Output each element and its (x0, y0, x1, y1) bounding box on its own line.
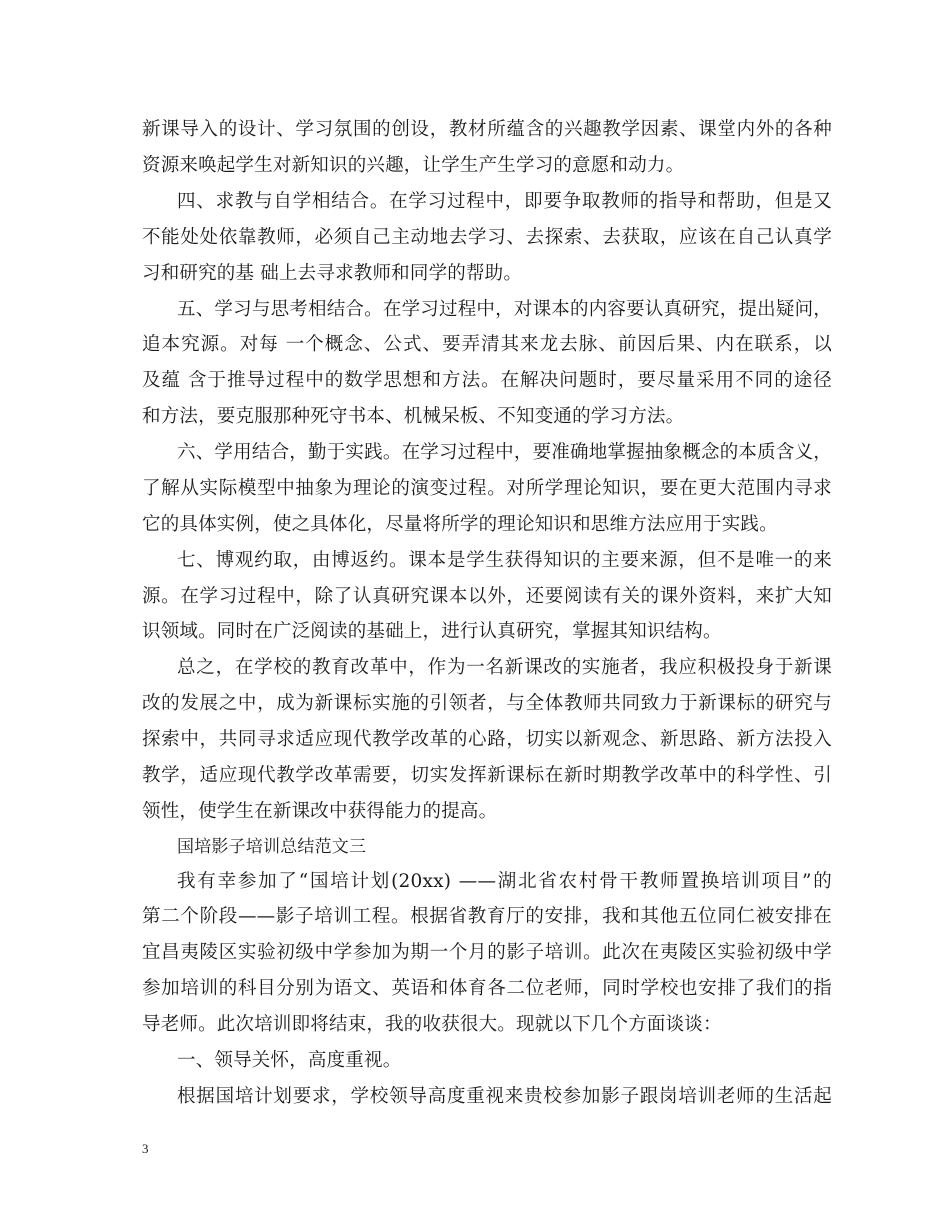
paragraph-line: 习和研究的基 础上去寻求教师和同学的帮助。 (142, 263, 523, 284)
paragraph-line: 它的具体实例，使之具体化，尽量将所学的理论知识和思维方法应用于实践。 (142, 514, 778, 535)
paragraph-line: 识领域。同时在广泛阅读的基础上，进行认真研究，掌握其知识结构。 (142, 621, 722, 642)
paragraph-line: 宜昌夷陵区实验初级中学参加为期一个月的影子培训。此次在夷陵区实验初级中学 (142, 942, 832, 963)
paragraph-line: 领性，使学生在新课改中获得能力的提高。 (142, 801, 498, 822)
paragraph-line: 追本究源。对每 一个概念、公式、要弄清其来龙去脉、前因后果、内在联系，以 (142, 334, 832, 355)
paragraph-line: 导老师。此次培训即将结束，我的收获很大。现就以下几个方面谈谈： (142, 1014, 722, 1035)
page-number: 3 (142, 1141, 149, 1156)
paragraph-line: 探索中，共同寻求适应现代教学改革的心路，切实以新观念、新思路、新方法投入 (142, 729, 832, 750)
paragraph-line: 我有幸参加了“国培计划(20xx) ——湖北省农村骨干教师置换培训项目”的 (177, 871, 832, 892)
paragraph-line: 和方法，要克服那种死守书本、机械呆板、不知变通的学习方法。 (142, 406, 685, 427)
paragraph-line: 资源来唤起学生对新知识的兴趣，让学生产生学习的意愿和动力。 (142, 155, 685, 176)
paragraph-line: 总之，在学校的教育改革中，作为一名新课改的实施者，我应积极投身于新课 (177, 657, 832, 678)
paragraph-line: 根据国培计划要求，学校领导高度重视来贵校参加影子跟岗培训老师的生活起 (177, 1086, 832, 1107)
paragraph-line: 教学，适应现代教学改革需要，切实发挥新课标在新时期教学改革中的科学性、引 (142, 765, 832, 786)
paragraph-line: 不能处处依靠教师，必须自己主动地去学习、去探索、去获取，应该在自己认真学 (142, 227, 832, 248)
paragraph-line: 七、博观约取，由博返约。课本是学生获得知识的主要来源，但不是唯一的来 (177, 550, 832, 571)
paragraph-line: 新课导入的设计、学习氛围的创设，教材所蕴含的兴趣教学因素、课堂内外的各种 (142, 119, 832, 140)
paragraph-line: 一、领导关怀，高度重视。 (177, 1050, 402, 1071)
paragraph-line: 了解从实际模型中抽象为理论的演变过程。对所学理论知识，要在更大范围内寻求 (142, 478, 832, 499)
paragraph-line: 改的发展之中，成为新课标实施的引领者，与全体教师共同致力于新课标的研究与 (142, 693, 832, 714)
paragraph-line: 源。在学习过程中，除了认真研究课本以外，还要阅读有关的课外资料，来扩大知 (142, 586, 832, 607)
section-heading: 国培影子培训总结范文三 (177, 837, 367, 857)
paragraph-line: 六、学用结合，勤于实践。在学习过程中，要准确地掌握抽象概念的本质含义， (177, 442, 832, 463)
paragraph-line: 五、学习与思考相结合。在学习过程中，对课本的内容要认真研究，提出疑问， (177, 299, 832, 320)
paragraph-line: 第二个阶段——影子培训工程。根据省教育厅的安排，我和其他五位同仁被安排在 (142, 906, 832, 927)
paragraph-line: 四、求教与自学相结合。在学习过程中，即要争取教师的指导和帮助，但是又 (177, 191, 832, 212)
paragraph-line: 参加培训的科目分别为语文、英语和体育各二位老师，同时学校也安排了我们的指 (142, 978, 832, 999)
paragraph-line: 及蕴 含于推导过程中的数学思想和方法。在解决问题时，要尽量采用不同的途径 (142, 370, 832, 391)
